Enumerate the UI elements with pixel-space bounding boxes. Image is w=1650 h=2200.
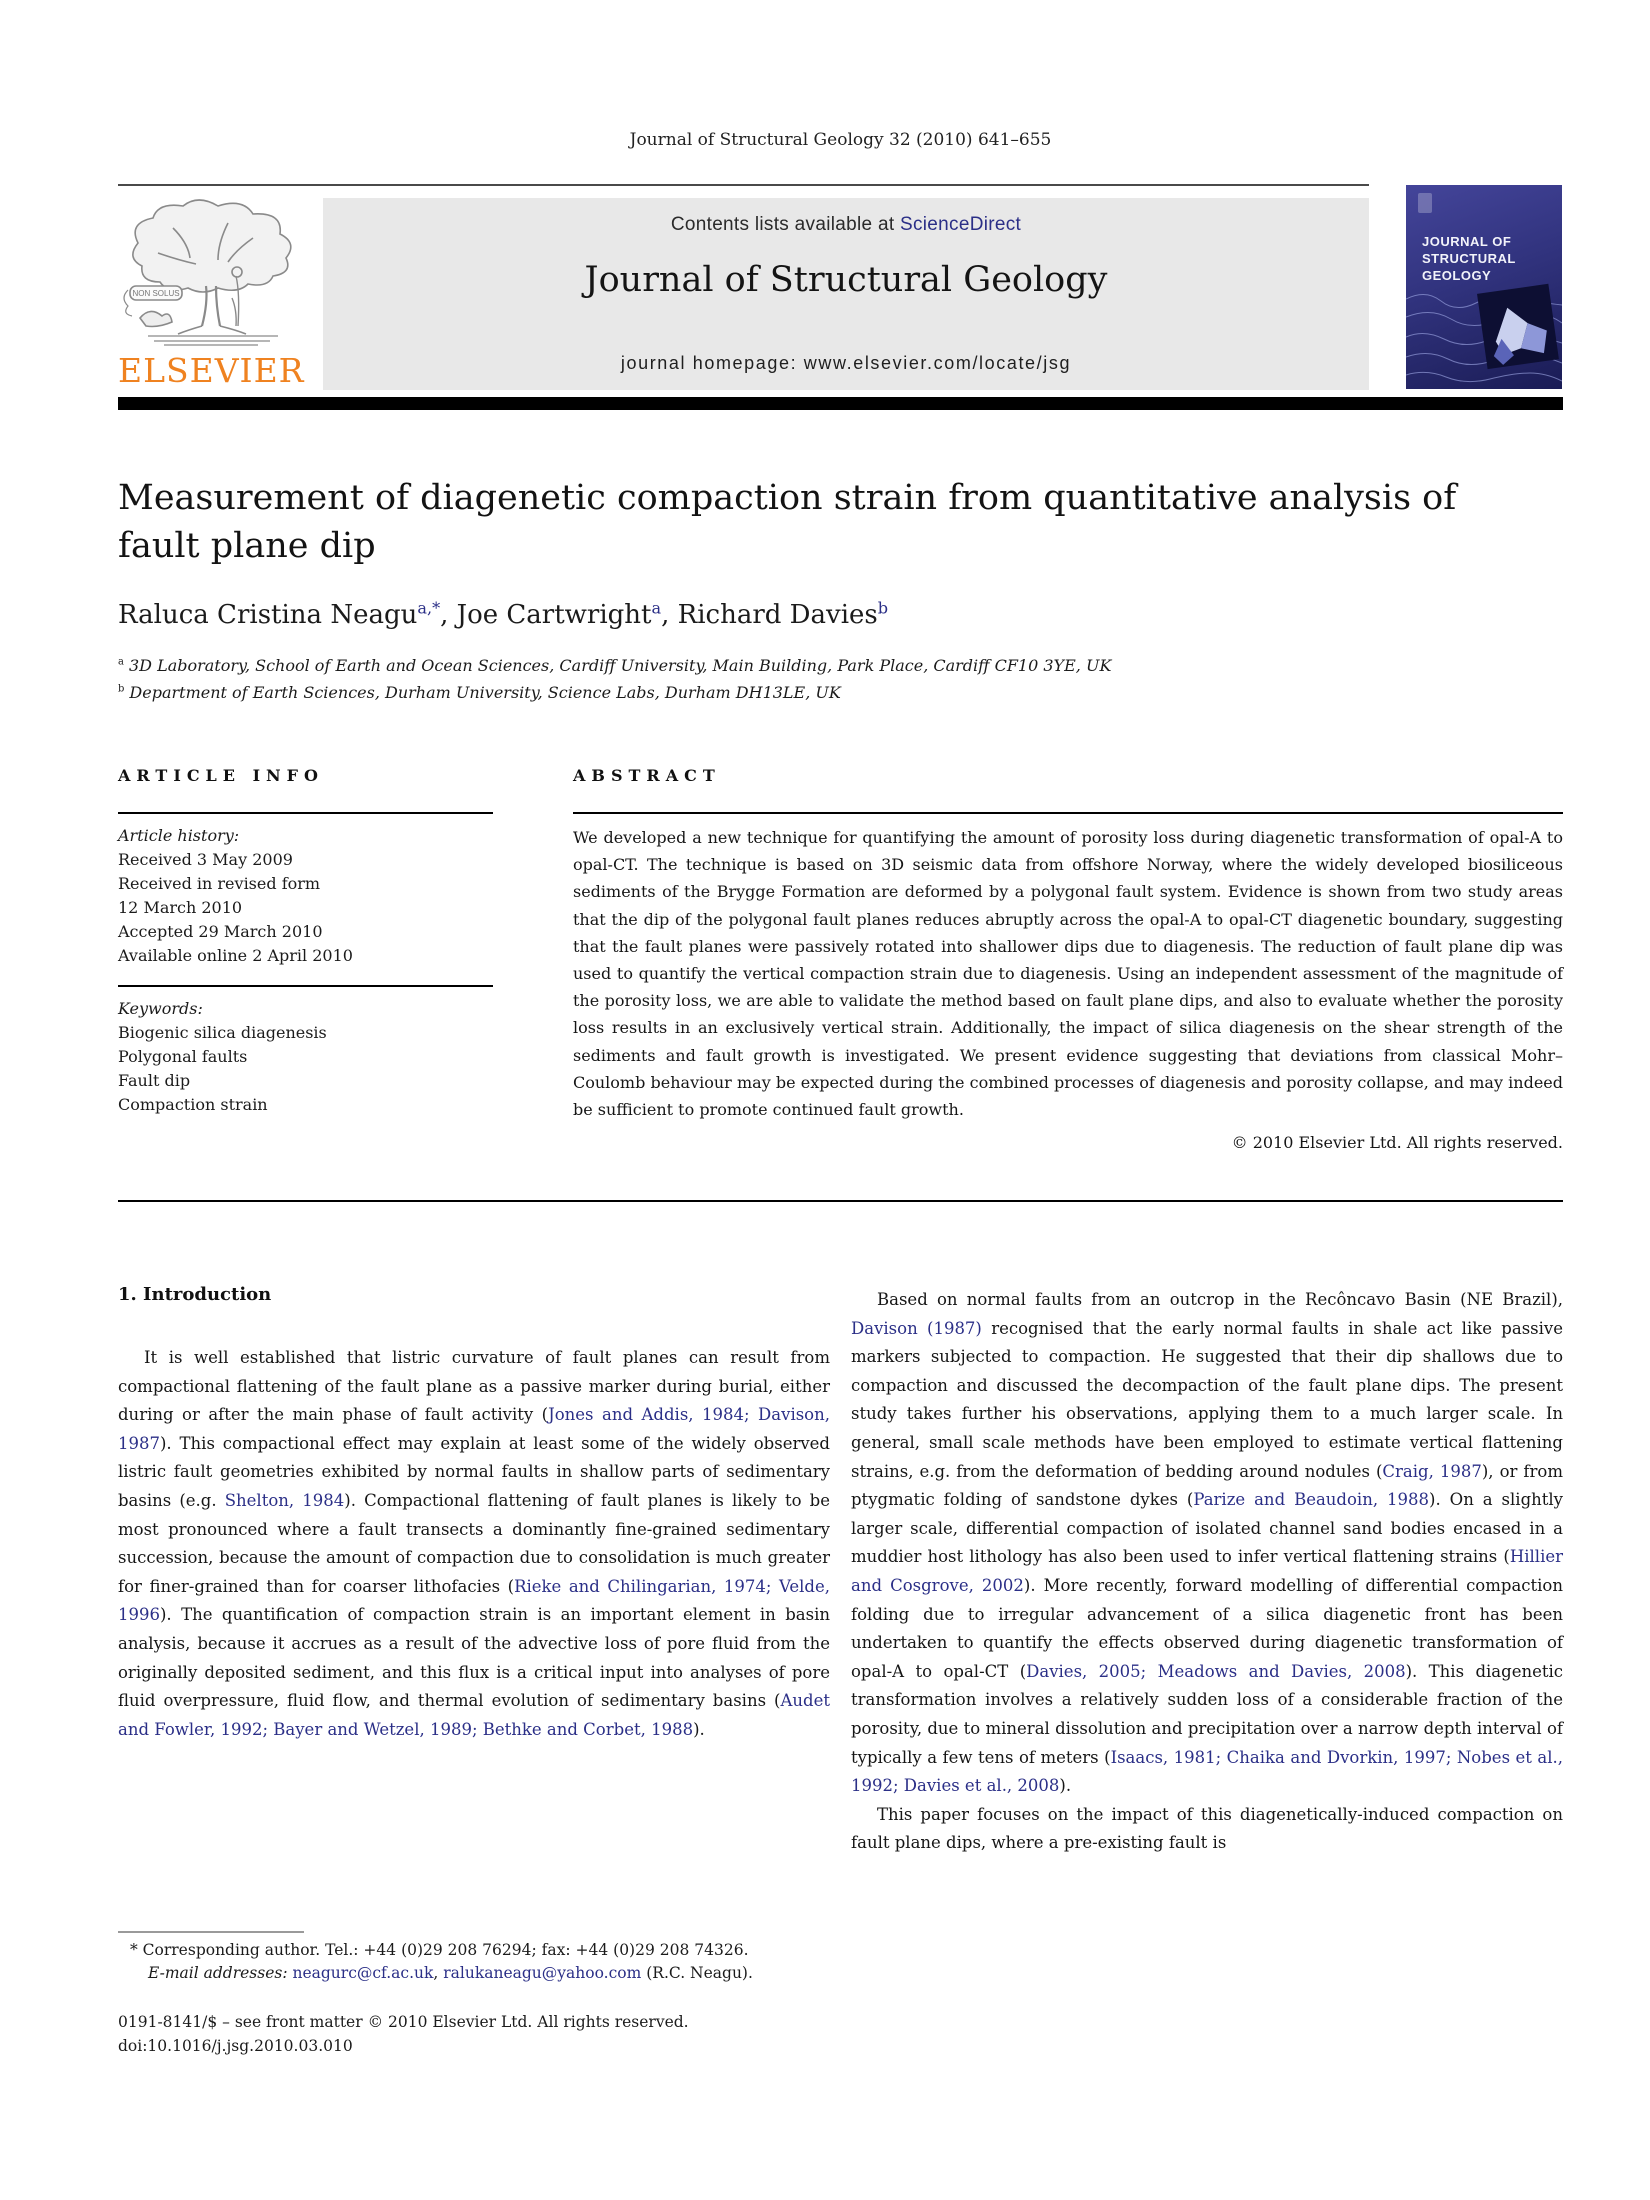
inline-link[interactable]: b (877, 598, 889, 618)
abstract-heading: ABSTRACT (573, 766, 721, 785)
article-history-label: Article history: (118, 826, 240, 845)
inline-link[interactable]: Parize and Beaudoin, 1988 (1193, 1490, 1430, 1510)
inline-link[interactable]: Craig, 1987 (1382, 1461, 1482, 1481)
journal-homepage-link[interactable]: journal homepage: www.elsevier.com/locate/jsg (620, 353, 1072, 373)
history-item: Accepted 29 March 2010 (118, 922, 323, 941)
cover-publisher-mark-icon (1418, 193, 1432, 213)
article-title: Measurement of diagenetic compaction strain from quantitative analysis of fault plane dip (118, 478, 1457, 566)
history-item: 12 March 2010 (118, 898, 243, 917)
abstract-text-block (573, 824, 1563, 1156)
inline-link[interactable]: Davison (1987) (851, 1318, 982, 1338)
inline-link[interactable]: neagurc@cf.ac.uk (292, 1964, 434, 1982)
issn-copyright-line: 0191-8141/$ – see front matter © 2010 Elsevier Ltd. All rights reserved. (118, 2013, 689, 2031)
keyword-item: Polygonal faults (118, 1047, 248, 1066)
running-head-citation: Journal of Structural Geology 32 (2010) 641–655 (629, 130, 1052, 150)
corresponding-author-note: * Corresponding author. Tel.: +44 (0)29 208 76294; fax: +44 (0)29 208 74326. (130, 1941, 749, 1959)
inline-link[interactable]: ralukaneagu@yahoo.com (443, 1964, 642, 1982)
abstract-text: We developed a new technique for quantifying the amount of porosity loss during diagenetic transformation of opal-A to opal-CT. The technique is based on 3D seismic data from offshore Norway, where the widely developed biosiliceous sediments of the Brygge Formation are deformed by a polygonal fault system. Evidence is shown from two study areas that the dip of the polygonal fault planes reduces abruptly across the opal-A to opal-CT diagenetic boundary, suggesting that the fault planes were passively rotated into shallower dips due to diagenesis. The reduction of fault plane dip was used to quantify the vertical compaction strain due to diagenesis. Using an independent assessment of the magnitude of the porosity loss, we are able to validate the method based on fault plane dips, and also to evaluate whether the porosity loss results in an exclusively vertical strain. Additionally, the impact of silica diagenesis on the shear strength of the sediments and fault growth is investigated. We present evidence suggesting that deviations from classical Mohr–Coulomb behaviour may be expected during the combined processes of diagenesis and porosity collapse, and may indeed be sufficient to promote continued fault growth. (573, 828, 1563, 1120)
inline-link[interactable]: Isaacs, 1981; Chaika and Dvorkin, 1997; Nobes et al., 1992; Davies et al., 2008 (851, 1747, 1563, 1796)
inline-link[interactable]: a,* (417, 598, 441, 618)
affiliation-a: $^a$ 3D Laboratory, School of Earth and Ocean Sciences, Cardiff University, Main Building, Park Place, Cardiff CF10 3YE, UK (118, 656, 1112, 675)
inline-link[interactable]: a (651, 598, 662, 618)
paragraph: It is well established that listric curvature of fault planes can result from compactional flattening of the fault plane as a passive marker during burial, either during or after the main phase of fault activity (Jones and Addis, 1984; Davison, 1987). This compactional effect may explain at least some of the widely observed listric fault geometries exhibited by normal faults in shallow parts of sedimentary basins (e.g. Shelton, 1984). Compactional flattening of fault planes is likely to be most pronounced where a fault transects a dominantly fine-grained sedimentary succession, because the amount of compaction due to consolidation is much greater for finer-grained than for coarser lithofacies (Rieke and Chilingarian, 1974; Velde, 1996). The quantification of compaction strain is an important element in basin analysis, because it accrues as a result of the advective loss of pore fluid from the originally deposited sediment, and this flux is a critical input into analyses of pore fluid overpressure, fluid flow, and thermal evolution of sedimentary basins (Audet and Fowler, 1992; Bayer and Wetzel, 1989; Bethke and Corbet, 1988). (118, 1348, 830, 1739)
inline-link[interactable]: Shelton, 1984 (224, 1490, 345, 1510)
cover-artwork (1406, 279, 1562, 389)
elsevier-wordmark: ELSEVIER (118, 351, 305, 390)
abstract-rule-bottom (118, 1200, 1563, 1202)
journal-cover-thumbnail (1406, 185, 1562, 389)
history-item: Available online 2 April 2010 (118, 946, 353, 965)
journal-banner (323, 198, 1369, 390)
paragraph: This paper focuses on the impact of this diagenetically-induced compaction on fault plane dips, where a pre-existing fault is (851, 1804, 1563, 1853)
inline-link[interactable]: Davies, 2005; Meadows and Davies, 2008 (1026, 1661, 1406, 1681)
elsevier-logo (118, 198, 318, 390)
article-info-heading: ARTICLE INFO (118, 766, 324, 785)
inline-link[interactable]: ScienceDirect (900, 214, 1022, 235)
keyword-item: Fault dip (118, 1071, 191, 1090)
article-info-rule-top (118, 812, 493, 814)
elsevier-tree-icon (118, 198, 303, 350)
abstract-rule-top (573, 812, 1563, 814)
inline-link[interactable]: Jones and Addis, 1984; Davison, 1987 (118, 1405, 830, 1453)
masthead-black-bar (118, 397, 1563, 410)
body-column-left (118, 1344, 830, 1744)
inline-link[interactable]: Audet and Fowler, 1992; Bayer and Wetzel, 1989; Bethke and Corbet, 1988 (118, 1691, 830, 1739)
email-addresses-note: E-mail addresses: neagurc@cf.ac.uk, ralukaneagu@yahoo.com (R.C. Neagu). (148, 1964, 753, 1982)
elsevier-motto: NON SOLUS (132, 289, 180, 298)
affiliation-b: $^b$ Department of Earth Sciences, Durham University, Science Labs, Durham DH13LE, UK (118, 683, 841, 702)
doi-line: doi:10.1016/j.jsg.2010.03.010 (118, 2037, 353, 2055)
history-item: Received 3 May 2009 (118, 850, 293, 869)
keyword-item: Biogenic silica diagenesis (118, 1023, 327, 1042)
history-item: Received in revised form (118, 874, 321, 893)
paragraph: Based on normal faults from an outcrop in the Recôncavo Basin (NE Brazil), Davison (1987) recognised that the early normal faults in shale act like passive markers subjected to compaction. He suggested that their dip shallows due to compaction and discussed the decompaction of the fault plane dips. The present study takes further his observations, applying them to a much larger scale. In general, small scale methods have been employed to estimate vertical flattening strains, e.g. from the deformation of bedding around nodules (Craig, 1987), or from ptygmatic folding of sandstone dykes (Parize and Beaudoin, 1988). On a slightly larger scale, differential compaction of isolated channel sand bodies encased in a muddier host lithology has also been used to infer vertical flattening strains (Hillier and Cosgrove, 2002). More recently, forward modelling of differential compaction folding due to irregular advancement of a silica diagenetic front has been undertaken to quantify the effects observed during diagenetic transformation of opal-A to opal-CT (Davies, 2005; Meadows and Davies, 2008). This diagenetic transformation involves a relatively sudden loss of a considerable fraction of the porosity, due to mineral dissolution and precipitation over a narrow depth interval of typically a few tens of meters (Isaacs, 1981; Chaika and Dvorkin, 1997; Nobes et al., 1992; Davies et al., 2008). (851, 1290, 1564, 1796)
authors-line: Raluca Cristina Neagu$^{a,*}$, Joe Cartwright$^a$, Richard Davies$^b$ (118, 598, 889, 630)
masthead-top-rule (118, 184, 1369, 186)
contents-list-line: Contents lists available at ScienceDirect (670, 214, 1022, 235)
inline-link[interactable]: Rieke and Chilingarian, 1974; Velde, 1996 (118, 1576, 830, 1625)
footnote-rule (118, 1931, 304, 1933)
cover-journal-title: JOURNAL OF STRUCTURAL GEOLOGY (1422, 234, 1516, 283)
body-column-right (851, 1286, 1563, 1858)
abstract-copyright: © 2010 Elsevier Ltd. All rights reserved. (1231, 1133, 1563, 1153)
keyword-item: Compaction strain (118, 1095, 268, 1114)
keywords-label: Keywords: (118, 999, 203, 1018)
section-heading-introduction: 1. Introduction (118, 1284, 272, 1305)
inline-link[interactable]: Hillier and Cosgrove, 2002 (851, 1547, 1563, 1595)
article-info-rule-middle (118, 985, 493, 987)
journal-title: Journal of Structural Geology (584, 260, 1108, 300)
